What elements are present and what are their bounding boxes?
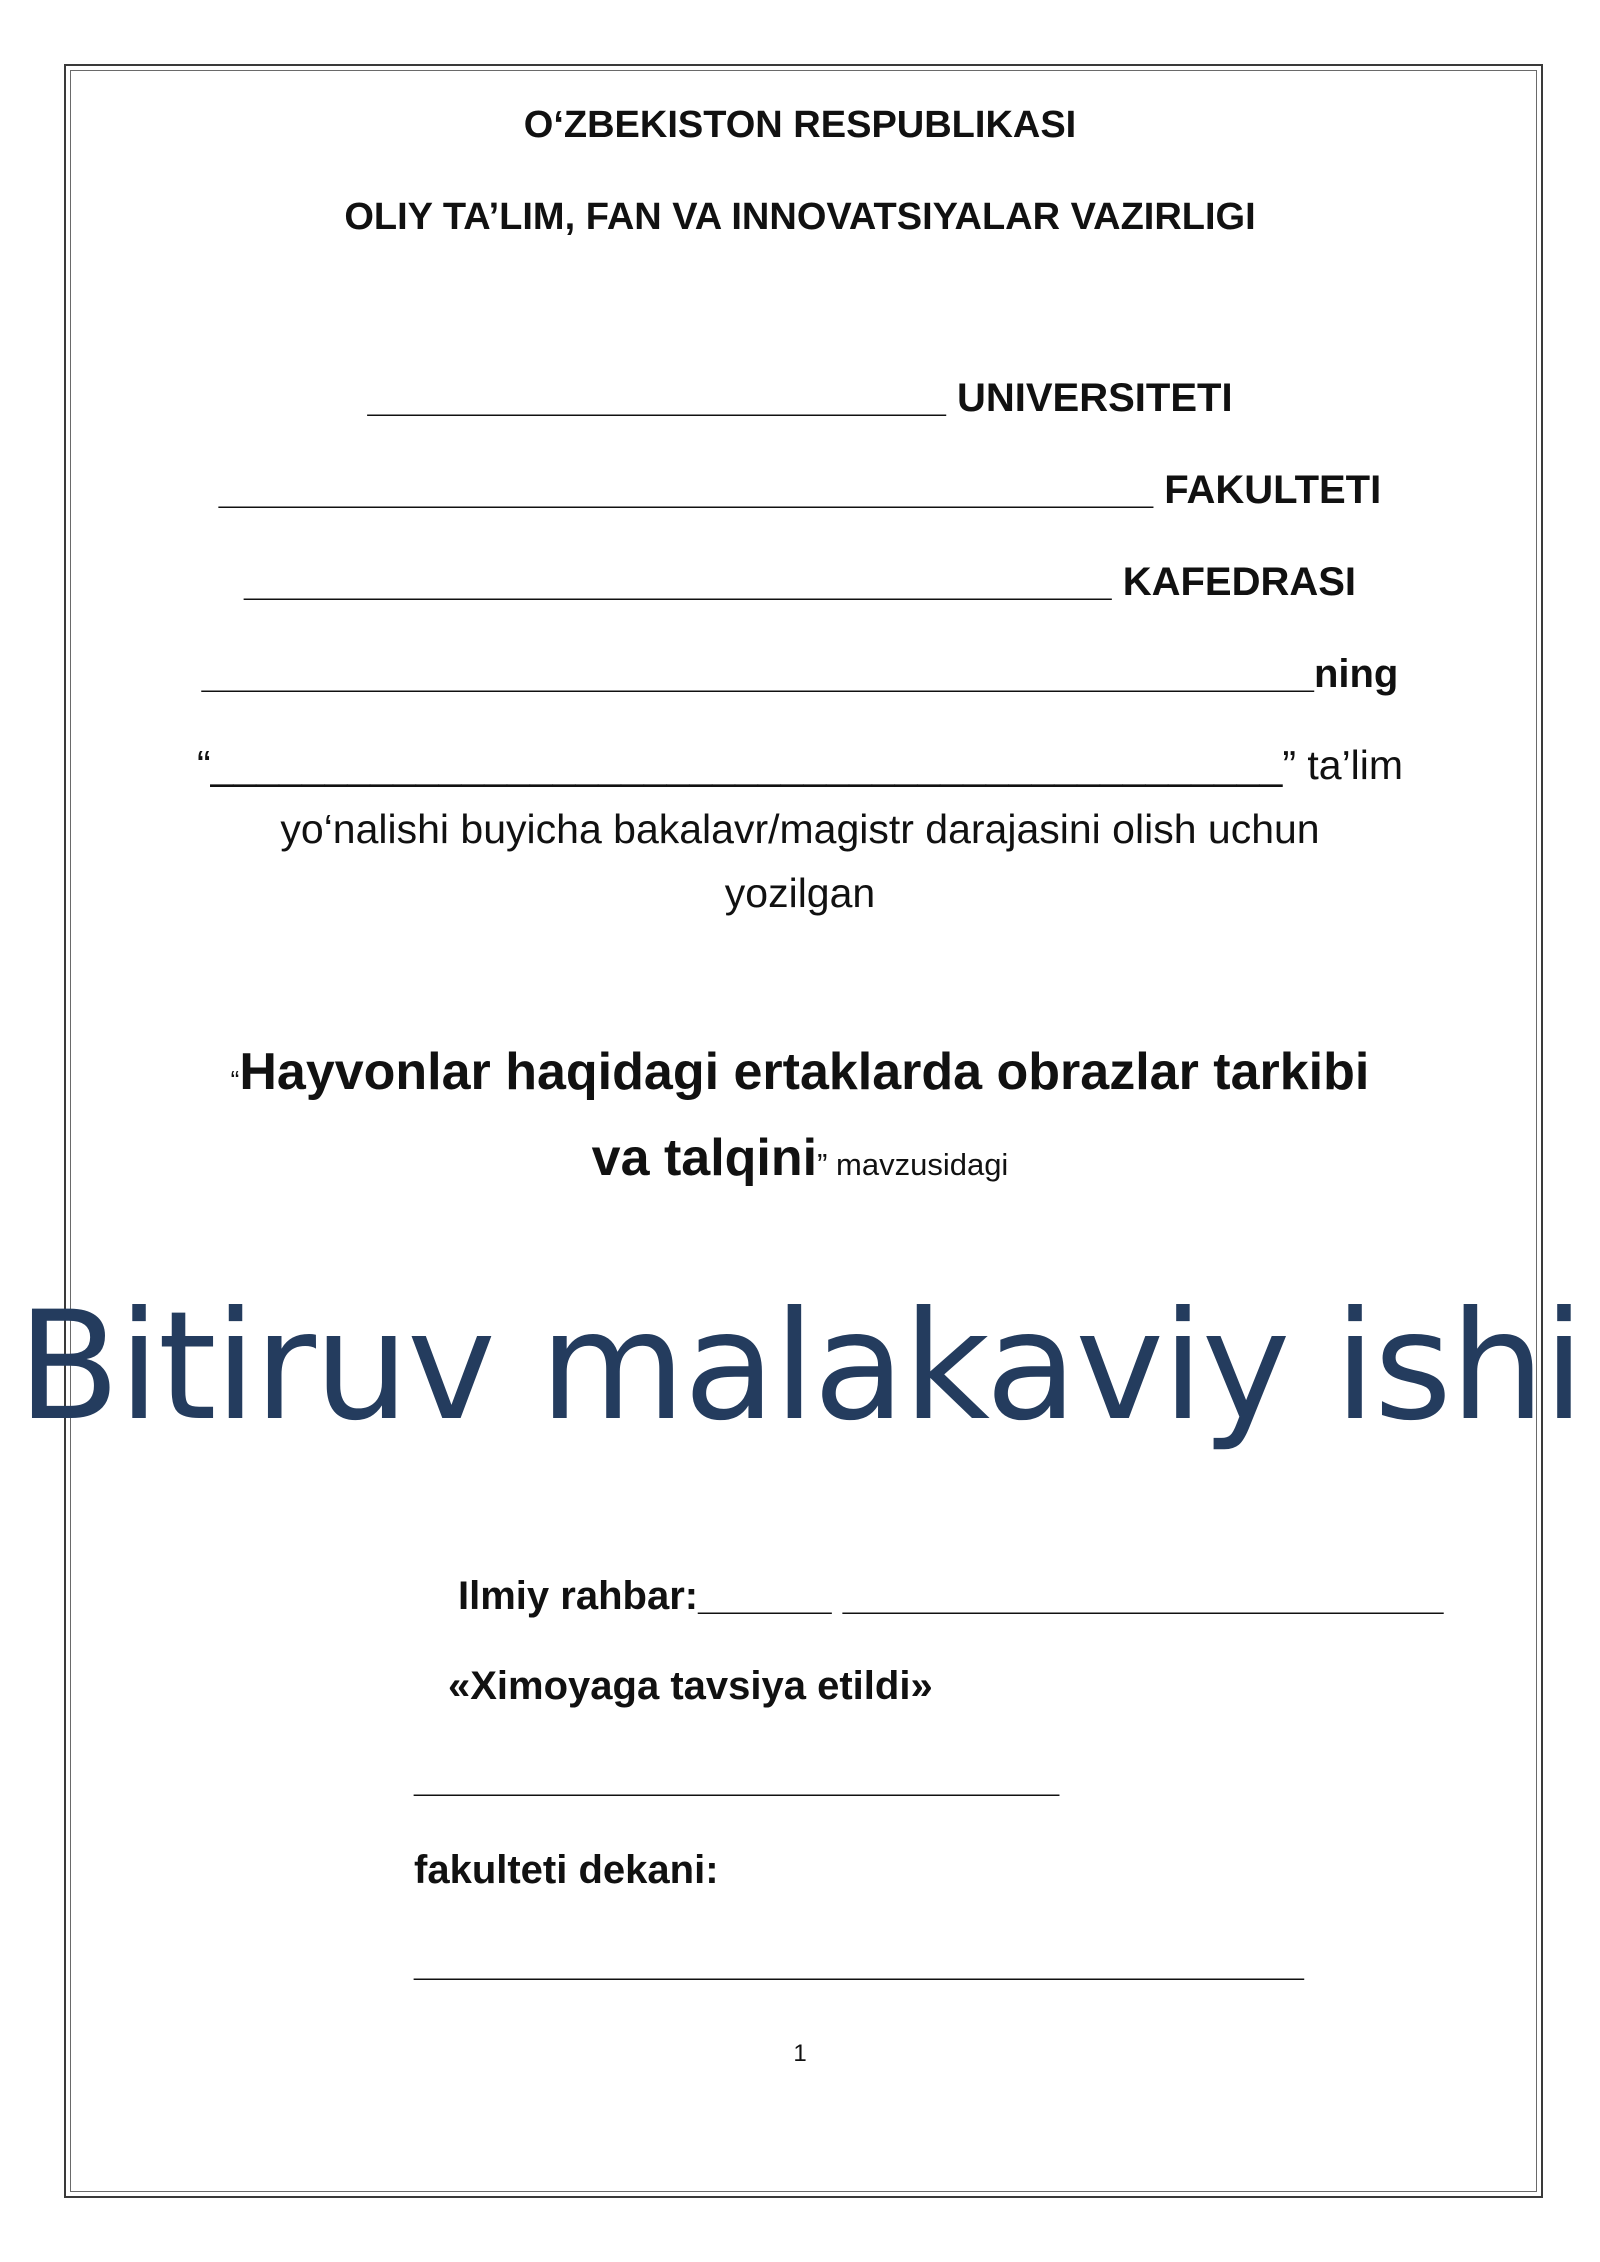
department-blank: _______________________________________: [243, 560, 1112, 604]
topic-close-quote: ”: [817, 1147, 828, 1182]
university-blank: __________________________: [367, 376, 946, 420]
faculty-line: [0, 468, 1600, 513]
direction-open-quote: “: [196, 742, 211, 788]
department-label: KAFEDRASI: [1122, 560, 1357, 604]
recommended-blank: _____________________________: [414, 1756, 1060, 1800]
faculty-blank: __________________________________________: [218, 468, 1154, 512]
direction-close: ” ta’lim: [1282, 742, 1404, 788]
faculty-label: FAKULTETI: [1164, 468, 1382, 512]
page-number: 1: [793, 2040, 807, 2067]
advisor-blank-1: ______: [698, 1574, 832, 1618]
document-title: Bitiruv malakaviy ishi: [17, 1280, 1583, 1454]
recommended-line: «Ximoyaga tavsiya etildi»: [448, 1664, 933, 1708]
dean-blank: ________________________________________: [414, 1940, 1304, 1984]
topic-suffix: mavzusidagi: [827, 1147, 1009, 1182]
direction-line-3: yozilgan: [724, 870, 876, 916]
advisor-blank-2: ___________________________: [842, 1574, 1444, 1618]
student-suffix: ning: [1313, 652, 1399, 696]
direction-line-1: [0, 742, 1600, 789]
topic-open-quote: “: [230, 1065, 240, 1095]
advisor-label: Ilmiy rahbar:: [458, 1574, 699, 1618]
topic-text-1: Hayvonlar haqidagi ertaklarda obrazlar tarkibi: [239, 1043, 1370, 1101]
university-line: [0, 376, 1600, 421]
topic-line-1: [0, 1042, 1600, 1102]
topic-line-2: [0, 1128, 1600, 1188]
student-blank: __________________________________________________: [201, 652, 1314, 696]
advisor-line: [458, 1574, 1443, 1619]
dean-label: fakulteti dekani:: [414, 1848, 719, 1892]
university-label: UNIVERSITETI: [956, 376, 1233, 420]
republic-heading: O‘ZBEKISTON RESPUBLIKASI: [523, 104, 1077, 146]
direction-blank: _______________________________________________: [210, 742, 1283, 788]
ministry-heading: OLIY TA’LIM, FAN VA INNOVATSIYALAR VAZIRLIGI: [344, 196, 1256, 238]
direction-line-2: yo‘nalishi buyicha bakalavr/magistr darajasini olish uchun: [280, 806, 1320, 852]
topic-text-2: va talqini: [591, 1129, 818, 1187]
department-line: [0, 560, 1600, 605]
student-line: [0, 652, 1600, 697]
